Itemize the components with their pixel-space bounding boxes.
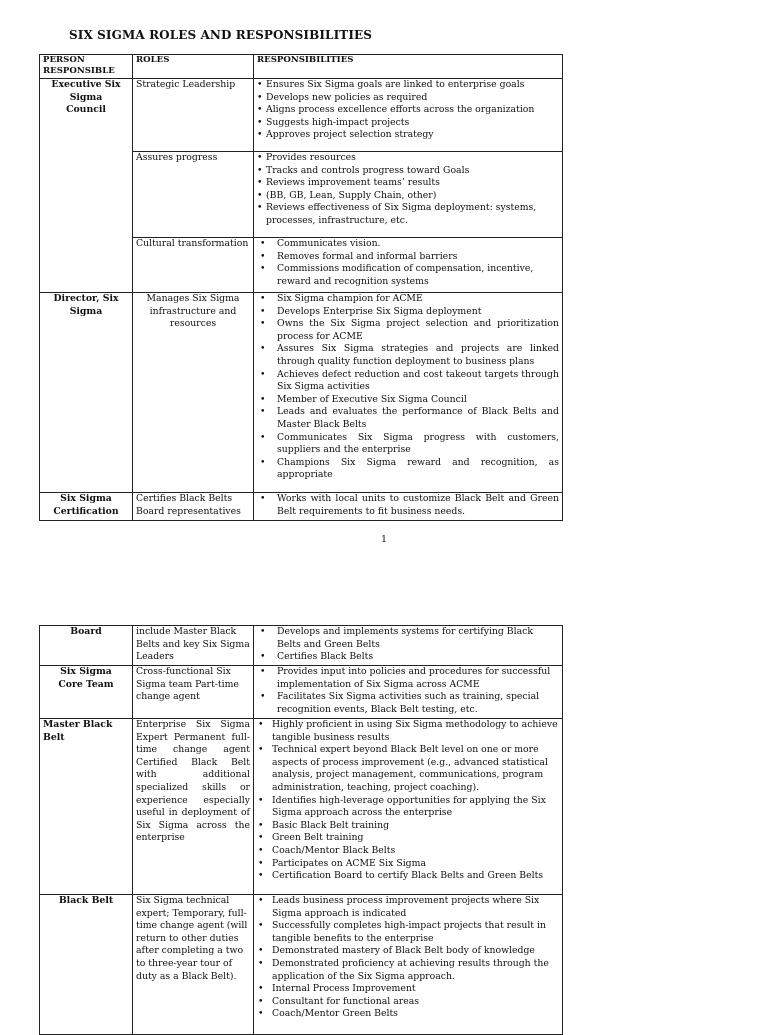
table-row — [40, 79, 563, 152]
list-item: • Green Belt training — [257, 832, 559, 845]
role-cell: Six Sigma technical expert; Temporary, full-time change agent (will return to other duties after completing a two to three-year tour of duty as a Black Belt). — [133, 895, 254, 1035]
responsibilities-cell — [254, 293, 563, 493]
list-item: • Develops new policies as required — [257, 92, 559, 105]
responsibilities-cell — [254, 895, 563, 1035]
list-item: • Coach/Mentor Green Belts — [257, 1008, 559, 1021]
list-item: • Removes formal and informal barriers — [257, 251, 559, 264]
table-row — [40, 493, 563, 521]
list-item: • Participates on ACME Six Sigma — [257, 858, 559, 871]
roles-table-page-2 — [39, 625, 563, 1035]
list-item: • Certifies Black Belts — [257, 651, 559, 664]
list-item: • Achieves defect reduction and cost takeout targets through Six Sigma activities — [257, 369, 559, 394]
table-header-row — [40, 55, 563, 79]
list-item: • Demonstrated mastery of Black Belt body of knowledge — [257, 945, 559, 958]
roles-table-page-1 — [39, 54, 563, 521]
person-executive-council: Executive Six Sigma Council — [40, 79, 133, 293]
person-black-belt: Black Belt — [40, 895, 133, 1035]
person-certification: Six Sigma Certification — [40, 493, 133, 521]
header-roles: ROLES — [133, 55, 254, 79]
list-item: • Identifies high-leverage opportunities for applying the Six Sigma approach across the enterprise — [257, 795, 559, 820]
role-cell: Strategic Leadership — [133, 79, 254, 152]
role-cell: Cultural transformation — [133, 238, 254, 293]
person-board: Board — [40, 626, 133, 666]
list-item: • Tracks and controls progress toward Goals — [257, 165, 559, 178]
role-cell: Assures progress — [133, 152, 254, 238]
list-item: • Suggests high-impact projects — [257, 117, 559, 130]
list-item: • Commissions modification of compensation, incentive, reward and recognition systems — [257, 263, 559, 288]
list-item: • Certification Board to certify Black Belts and Green Belts — [257, 870, 559, 883]
table-row — [40, 719, 563, 895]
list-item: • Develops Enterprise Six Sigma deployment — [257, 306, 559, 319]
list-item: • Reviews improvement teams’ results — [257, 177, 559, 190]
list-item: • Aligns process excellence efforts across the organization — [257, 104, 559, 117]
list-item: • Internal Process Improvement — [257, 983, 559, 996]
list-item: • Reviews effectiveness of Six Sigma deployment: systems, processes, infrastructure, etc. — [257, 202, 559, 227]
table-row — [40, 626, 563, 666]
list-item: • Facilitates Six Sigma activities such as training, special recognition events, Black Belt testing, etc. — [257, 691, 559, 716]
list-item: • Provides input into policies and procedures for successful implementation of Six Sigma across ACME — [257, 666, 559, 691]
list-item: • Technical expert beyond Black Belt level on one or more aspects of process improvement (e.g., advanced statistical analysis, project management, communications, program administration, teaching, project coaching). — [257, 744, 559, 794]
list-item: • Demonstrated proficiency at achieving results through the application of the Six Sigma approach. — [257, 958, 559, 983]
header-responsibilities: RESPONSIBILITIES — [254, 55, 563, 79]
role-cell: Manages Six Sigma infrastructure and resources — [133, 293, 254, 493]
list-item: • Owns the Six Sigma project selection and prioritization process for ACME — [257, 318, 559, 343]
table-row — [40, 895, 563, 1035]
list-item: • Works with local units to customize Black Belt and Green Belt requirements to fit business needs. — [257, 493, 559, 518]
role-cell: include Master Black Belts and key Six Sigma Leaders — [133, 626, 254, 666]
list-item: • Leads business process improvement projects where Six Sigma approach is indicated — [257, 895, 559, 920]
page-number: 1 — [381, 534, 388, 545]
document-title: SIX SIGMA ROLES AND RESPONSIBILITIES — [69, 28, 373, 42]
role-cell: Cross-functional Six Sigma team Part-time change agent — [133, 666, 254, 719]
list-item: • Leads and evaluates the performance of Black Belts and Master Black Belts — [257, 406, 559, 431]
responsibilities-cell — [254, 493, 563, 521]
list-item: • Communicates vision. — [257, 238, 559, 251]
role-cell: Certifies Black Belts Board representatives — [133, 493, 254, 521]
person-core-team: Six Sigma Core Team — [40, 666, 133, 719]
list-item: • Assures Six Sigma strategies and projects are linked through quality function deployment to business plans — [257, 343, 559, 368]
table-row — [40, 666, 563, 719]
list-item: • Coach/Mentor Black Belts — [257, 845, 559, 858]
list-item: • Approves project selection strategy — [257, 129, 559, 142]
list-item: • Six Sigma champion for ACME — [257, 293, 559, 306]
list-item: • Communicates Six Sigma progress with customers, suppliers and the enterprise — [257, 432, 559, 457]
list-item: • Champions Six Sigma reward and recognition, as appropriate — [257, 457, 559, 482]
responsibilities-cell — [254, 666, 563, 719]
responsibilities-cell — [254, 626, 563, 666]
list-item: • Develops and implements systems for certifying Black Belts and Green Belts — [257, 626, 559, 651]
list-item: • Ensures Six Sigma goals are linked to enterprise goals — [257, 79, 559, 92]
list-item: • (BB, GB, Lean, Supply Chain, other) — [257, 190, 559, 203]
responsibilities-cell — [254, 79, 563, 152]
list-item: • Basic Black Belt training — [257, 820, 559, 833]
table-row — [40, 293, 563, 493]
list-item: • Provides resources — [257, 152, 559, 165]
list-item: • Consultant for functional areas — [257, 996, 559, 1009]
responsibilities-cell — [254, 238, 563, 293]
person-director: Director, Six Sigma — [40, 293, 133, 493]
header-person-responsible: PERSON RESPONSIBLE — [40, 55, 133, 79]
person-master-black-belt: Master Black Belt — [40, 719, 133, 895]
list-item: • Member of Executive Six Sigma Council — [257, 394, 559, 407]
responsibilities-cell — [254, 152, 563, 238]
list-item: • Successfully completes high-impact projects that result in tangible benefits to the enterprise — [257, 920, 559, 945]
list-item: • Highly proficient in using Six Sigma methodology to achieve tangible business results — [257, 719, 559, 744]
responsibilities-cell — [254, 719, 563, 895]
role-cell: Enterprise Six Sigma Expert Permanent full-time change agent Certified Black Belt with additional specialized skills or experience especially useful in deployment of Six Sigma across the enterprise — [133, 719, 254, 895]
